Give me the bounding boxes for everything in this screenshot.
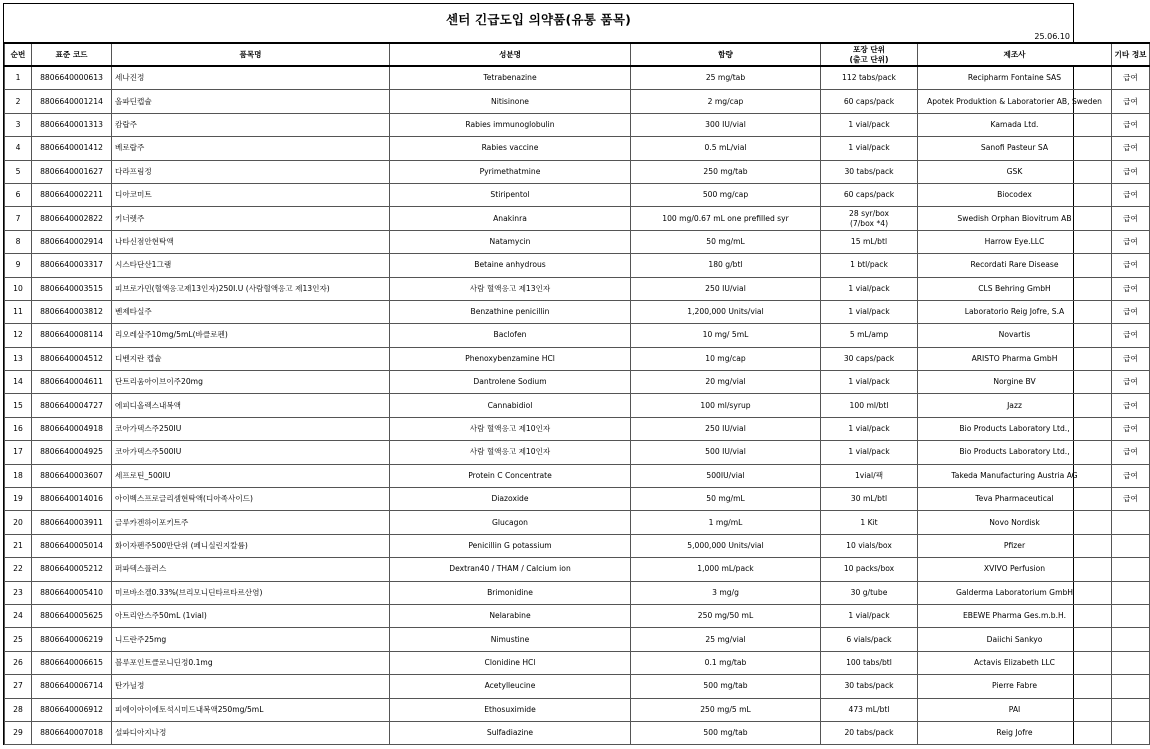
cell-pack: 100 ml/btl — [821, 394, 918, 417]
cell-code: 8806640001412 — [32, 137, 112, 160]
cell-maker: PAI — [918, 698, 1112, 721]
cell-pack: 30 caps/pack — [821, 347, 918, 370]
table-row — [5, 464, 1150, 487]
cell-maker: Kamada Ltd. — [918, 113, 1112, 136]
cell-etc — [1112, 651, 1150, 674]
cell-dose: 250 mg/tab — [631, 160, 821, 183]
cell-maker: CLS Behring GmbH — [918, 277, 1112, 300]
table-row — [5, 207, 1150, 230]
cell-ingredient: Penicillin G potassium — [390, 534, 631, 557]
spreadsheet — [3, 3, 1147, 745]
cell-ingredient: Ethosuximide — [390, 698, 631, 721]
cell-ingredient: Nimustine — [390, 628, 631, 651]
cell-pack: 1 vial/pack — [821, 137, 918, 160]
cell-name: 세프로틴_500IU — [112, 464, 390, 487]
table-row — [5, 417, 1150, 440]
cell-name: 코아가덱스주500IU — [112, 441, 390, 464]
cell-maker: ARISTO Pharma GmbH — [918, 347, 1112, 370]
cell-maker: Pierre Fabre — [918, 675, 1112, 698]
cell-pack: 1 btl/pack — [821, 254, 918, 277]
cell-pack: 30 mL/btl — [821, 488, 918, 511]
cell-name: 캄랍주 — [112, 113, 390, 136]
cell-no: 2 — [5, 90, 32, 113]
table-row — [5, 230, 1150, 253]
cell-name: 키너렛주 — [112, 207, 390, 230]
cell-name: 미르바소겔0.33%(브리모니딘타르타르산염) — [112, 581, 390, 604]
cell-pack: 30 g/tube — [821, 581, 918, 604]
table-row — [5, 347, 1150, 370]
cell-maker: Apotek Produktion & Laboratorier AB, Sweden — [918, 90, 1112, 113]
cell-maker: Harrow Eye.LLC — [918, 230, 1112, 253]
table-row — [5, 394, 1150, 417]
cell-dose: 50 mg/mL — [631, 230, 821, 253]
cell-etc — [1112, 721, 1150, 744]
cell-dose: 100 mg/0.67 mL one prefilled syr — [631, 207, 821, 230]
cell-pack: 1 vial/pack — [821, 371, 918, 394]
cell-name: 탄가닐정 — [112, 675, 390, 698]
cell-maker: Novartis — [918, 324, 1112, 347]
cell-dose: 10 mg/ 5mL — [631, 324, 821, 347]
cell-dose: 10 mg/cap — [631, 347, 821, 370]
cell-code: 8806640001313 — [32, 113, 112, 136]
cell-maker: EBEWE Pharma Ges.m.b.H. — [918, 604, 1112, 627]
cell-dose: 25 mg/vial — [631, 628, 821, 651]
table-row — [5, 675, 1150, 698]
cell-pack-line: 28 syr/box — [849, 208, 889, 218]
cell-ingredient: Dextran40 / THAM / Calcium ion — [390, 558, 631, 581]
cell-ingredient: Glucagon — [390, 511, 631, 534]
cell-etc: 급여 — [1112, 254, 1150, 277]
cell-no: 20 — [5, 511, 32, 534]
table-row — [5, 721, 1150, 744]
table-row — [5, 300, 1150, 323]
cell-no: 27 — [5, 675, 32, 698]
cell-code: 8806640003317 — [32, 254, 112, 277]
cell-ingredient: Protein C Concentrate — [390, 464, 631, 487]
cell-etc — [1112, 511, 1150, 534]
cell-etc: 급여 — [1112, 417, 1150, 440]
cell-dose: 300 IU/vial — [631, 113, 821, 136]
cell-code: 8806640006219 — [32, 628, 112, 651]
cell-no: 22 — [5, 558, 32, 581]
cell-ingredient: Diazoxide — [390, 488, 631, 511]
cell-name: 블루포인트클로니딘정0.1mg — [112, 651, 390, 674]
cell-maker: Jazz — [918, 394, 1112, 417]
cell-etc: 급여 — [1112, 464, 1150, 487]
cell-dose: 25 mg/tab — [631, 66, 821, 90]
cell-maker: Bio Products Laboratory Ltd., — [918, 417, 1112, 440]
cell-etc: 급여 — [1112, 137, 1150, 160]
cell-no: 21 — [5, 534, 32, 557]
table-row — [5, 324, 1150, 347]
cell-pack: 10 packs/box — [821, 558, 918, 581]
table-row — [5, 488, 1150, 511]
cell-etc: 급여 — [1112, 371, 1150, 394]
cell-etc: 급여 — [1112, 160, 1150, 183]
cell-no: 9 — [5, 254, 32, 277]
cell-no: 8 — [5, 230, 32, 253]
cell-no: 12 — [5, 324, 32, 347]
cell-ingredient: Anakinra — [390, 207, 631, 230]
cell-etc — [1112, 628, 1150, 651]
cell-maker: Daiichi Sankyo — [918, 628, 1112, 651]
cell-ingredient: Brimonidine — [390, 581, 631, 604]
cell-maker: Recipharm Fontaine SAS — [918, 66, 1112, 90]
table-row — [5, 558, 1150, 581]
cell-name: 설파디아지나정 — [112, 721, 390, 744]
table-row — [5, 254, 1150, 277]
cell-name: 단트리움아이브이주20mg — [112, 371, 390, 394]
table-header-row — [5, 43, 1150, 66]
header-etc: 기타 정보 — [1112, 43, 1150, 66]
table-body — [5, 66, 1150, 745]
cell-etc: 급여 — [1112, 347, 1150, 370]
header-pack-line1: 포장 단위 — [853, 44, 885, 54]
cell-pack: 60 caps/pack — [821, 90, 918, 113]
cell-no: 17 — [5, 441, 32, 464]
cell-code: 8806640001627 — [32, 160, 112, 183]
cell-maker: Novo Nordisk — [918, 511, 1112, 534]
cell-code: 8806640004918 — [32, 417, 112, 440]
cell-maker: Recordati Rare Disease — [918, 254, 1112, 277]
cell-dose: 500IU/vial — [631, 464, 821, 487]
cell-pack: 1 vial/pack — [821, 113, 918, 136]
cell-maker: Laboratorio Reig Jofre, S.A — [918, 300, 1112, 323]
cell-maker: Reig Jofre — [918, 721, 1112, 744]
cell-name: 나타신점안현탁액 — [112, 230, 390, 253]
cell-dose: 500 mg/cap — [631, 183, 821, 206]
cell-maker: Sanofi Pasteur SA — [918, 137, 1112, 160]
cell-etc: 급여 — [1112, 394, 1150, 417]
cell-code: 8806640004925 — [32, 441, 112, 464]
cell-dose: 50 mg/mL — [631, 488, 821, 511]
cell-no: 13 — [5, 347, 32, 370]
table-row — [5, 698, 1150, 721]
header-no: 순번 — [5, 43, 32, 66]
cell-name: 화이자펜주500만단위 (페니실린지칼륨) — [112, 534, 390, 557]
cell-code: 8806640005410 — [32, 581, 112, 604]
cell-no: 26 — [5, 651, 32, 674]
table-row — [5, 183, 1150, 206]
cell-pack: 1 vial/pack — [821, 417, 918, 440]
cell-ingredient: 사람 혈액응고 제10인자 — [390, 441, 631, 464]
cell-etc: 급여 — [1112, 300, 1150, 323]
cell-dose: 1,000 mL/pack — [631, 558, 821, 581]
cell-maker: Galderma Laboratorium GmbH — [918, 581, 1112, 604]
page-title: 센터 긴급도입 의약품(유통 품목) — [445, 12, 632, 27]
table-row — [5, 511, 1150, 534]
cell-pack: 1 vial/pack — [821, 604, 918, 627]
cell-pack: 112 tabs/pack — [821, 66, 918, 90]
cell-etc — [1112, 604, 1150, 627]
cell-code: 8806640003911 — [32, 511, 112, 534]
cell-etc — [1112, 581, 1150, 604]
table-row — [5, 66, 1150, 90]
cell-name: 벤제타실주 — [112, 300, 390, 323]
cell-code: 8806640008114 — [32, 324, 112, 347]
cell-pack — [821, 207, 918, 230]
cell-maker: GSK — [918, 160, 1112, 183]
cell-code: 8806640004611 — [32, 371, 112, 394]
cell-pack: 30 tabs/pack — [821, 675, 918, 698]
cell-pack: 1 Kit — [821, 511, 918, 534]
cell-no: 4 — [5, 137, 32, 160]
cell-ingredient: Baclofen — [390, 324, 631, 347]
cell-etc: 급여 — [1112, 183, 1150, 206]
cell-ingredient: Rabies vaccine — [390, 137, 631, 160]
cell-code: 8806640007018 — [32, 721, 112, 744]
cell-no: 14 — [5, 371, 32, 394]
cell-no: 6 — [5, 183, 32, 206]
cell-code: 8806640002914 — [32, 230, 112, 253]
cell-etc: 급여 — [1112, 441, 1150, 464]
cell-etc: 급여 — [1112, 277, 1150, 300]
cell-dose: 2 mg/cap — [631, 90, 821, 113]
cell-no: 23 — [5, 581, 32, 604]
cell-etc: 급여 — [1112, 113, 1150, 136]
cell-ingredient: Cannabidiol — [390, 394, 631, 417]
cell-ingredient: Nitisinone — [390, 90, 631, 113]
cell-name: 글루카겐하이포키트주 — [112, 511, 390, 534]
cell-code: 8806640002822 — [32, 207, 112, 230]
cell-name: 피브로가민(혈액응고제13인자)250I.U (사람혈액응고 제13인자) — [112, 277, 390, 300]
cell-code: 8806640004727 — [32, 394, 112, 417]
cell-ingredient: Acetylleucine — [390, 675, 631, 698]
table-row — [5, 604, 1150, 627]
date-label: 25.06.10 — [1034, 32, 1070, 41]
cell-ingredient: Betaine anhydrous — [390, 254, 631, 277]
cell-no: 11 — [5, 300, 32, 323]
cell-name: 퍼파덱스플러스 — [112, 558, 390, 581]
header-pack-line2: (출고 단위) — [849, 54, 889, 64]
cell-name: 피에이아이에토석시미드내복액250mg/5mL — [112, 698, 390, 721]
cell-name: 디아코미트 — [112, 183, 390, 206]
cell-dose: 500 mg/tab — [631, 721, 821, 744]
cell-maker: Teva Pharmaceutical — [918, 488, 1112, 511]
table-row — [5, 441, 1150, 464]
cell-code: 8806640003812 — [32, 300, 112, 323]
cell-name: 시스타단산1그램 — [112, 254, 390, 277]
cell-etc — [1112, 534, 1150, 557]
header-ingredient: 성분명 — [390, 43, 631, 66]
cell-pack: 20 tabs/pack — [821, 721, 918, 744]
cell-code: 8806640005014 — [32, 534, 112, 557]
table-row — [5, 628, 1150, 651]
cell-dose: 250 IU/vial — [631, 277, 821, 300]
cell-name: 세나진정 — [112, 66, 390, 90]
cell-code: 8806640006714 — [32, 675, 112, 698]
cell-etc — [1112, 675, 1150, 698]
cell-no: 24 — [5, 604, 32, 627]
cell-code: 8806640000613 — [32, 66, 112, 90]
cell-no: 5 — [5, 160, 32, 183]
cell-ingredient: 사람 혈액응고 제13인자 — [390, 277, 631, 300]
cell-dose: 20 mg/vial — [631, 371, 821, 394]
cell-name: 아트리안스주50mL (1vial) — [112, 604, 390, 627]
cell-dose: 0.5 mL/vial — [631, 137, 821, 160]
table-row — [5, 277, 1150, 300]
cell-maker: Norgine BV — [918, 371, 1112, 394]
cell-ingredient: Natamycin — [390, 230, 631, 253]
cell-code: 8806640001214 — [32, 90, 112, 113]
cell-dose: 500 mg/tab — [631, 675, 821, 698]
table-row — [5, 371, 1150, 394]
table-row — [5, 113, 1150, 136]
cell-no: 10 — [5, 277, 32, 300]
cell-maker: Takeda Manufacturing Austria AG — [918, 464, 1112, 487]
drug-table — [4, 42, 1150, 745]
cell-pack: 1 vial/pack — [821, 277, 918, 300]
cell-no: 7 — [5, 207, 32, 230]
cell-dose: 0.1 mg/tab — [631, 651, 821, 674]
table-row — [5, 160, 1150, 183]
cell-no: 19 — [5, 488, 32, 511]
cell-dose: 500 IU/vial — [631, 441, 821, 464]
cell-pack: 10 vials/box — [821, 534, 918, 557]
cell-pack: 6 vials/pack — [821, 628, 918, 651]
cell-pack: 1vial/팩 — [821, 464, 918, 487]
cell-pack-line: (7/box *4) — [849, 218, 889, 228]
cell-etc — [1112, 698, 1150, 721]
cell-ingredient: Benzathine penicillin — [390, 300, 631, 323]
cell-no: 3 — [5, 113, 32, 136]
cell-code: 8806640014016 — [32, 488, 112, 511]
cell-maker: Biocodex — [918, 183, 1112, 206]
cell-dose: 180 g/btl — [631, 254, 821, 277]
cell-name: 베로랍주 — [112, 137, 390, 160]
cell-ingredient: Dantrolene Sodium — [390, 371, 631, 394]
cell-dose: 1,200,000 Units/vial — [631, 300, 821, 323]
cell-etc: 급여 — [1112, 488, 1150, 511]
table-row — [5, 651, 1150, 674]
cell-ingredient: Stiripentol — [390, 183, 631, 206]
cell-maker: Actavis Elizabeth LLC — [918, 651, 1112, 674]
header-code: 표준 코드 — [32, 43, 112, 66]
cell-no: 16 — [5, 417, 32, 440]
cell-pack: 5 mL/amp — [821, 324, 918, 347]
cell-ingredient: Sulfadiazine — [390, 721, 631, 744]
cell-dose: 250 IU/vial — [631, 417, 821, 440]
cell-name: 코아가덱스주250IU — [112, 417, 390, 440]
cell-pack: 100 tabs/btl — [821, 651, 918, 674]
cell-pack: 30 tabs/pack — [821, 160, 918, 183]
cell-maker: Bio Products Laboratory Ltd., — [918, 441, 1112, 464]
table-row — [5, 90, 1150, 113]
cell-etc: 급여 — [1112, 207, 1150, 230]
cell-dose: 5,000,000 Units/vial — [631, 534, 821, 557]
table-row — [5, 137, 1150, 160]
cell-code: 8806640005212 — [32, 558, 112, 581]
cell-dose: 100 ml/syrup — [631, 394, 821, 417]
cell-code: 8806640004512 — [32, 347, 112, 370]
cell-pack: 1 vial/pack — [821, 300, 918, 323]
cell-pack: 1 vial/pack — [821, 441, 918, 464]
cell-ingredient: Tetrabenazine — [390, 66, 631, 90]
cell-no: 29 — [5, 721, 32, 744]
cell-pack: 60 caps/pack — [821, 183, 918, 206]
header-dose: 함량 — [631, 43, 821, 66]
cell-name: 다라프림정 — [112, 160, 390, 183]
cell-ingredient: Clonidine HCl — [390, 651, 631, 674]
cell-etc: 급여 — [1112, 324, 1150, 347]
cell-no: 1 — [5, 66, 32, 90]
cell-ingredient: 사람 혈액응고 제10인자 — [390, 417, 631, 440]
cell-name: 리오레살주10mg/5mL(바클로펜) — [112, 324, 390, 347]
cell-code: 8806640003515 — [32, 277, 112, 300]
cell-maker: XVIVO Perfusion — [918, 558, 1112, 581]
cell-maker: Swedish Orphan Biovitrum AB — [918, 207, 1112, 230]
cell-etc: 급여 — [1112, 66, 1150, 90]
cell-no: 28 — [5, 698, 32, 721]
cell-name: 디벤지란 캡슐 — [112, 347, 390, 370]
cell-no: 15 — [5, 394, 32, 417]
cell-ingredient: Pyrimethatmine — [390, 160, 631, 183]
table-row — [5, 581, 1150, 604]
cell-no: 18 — [5, 464, 32, 487]
cell-dose: 1 mg/mL — [631, 511, 821, 534]
cell-code: 8806640002211 — [32, 183, 112, 206]
cell-code: 8806640003607 — [32, 464, 112, 487]
cell-pack: 15 mL/btl — [821, 230, 918, 253]
cell-ingredient: Nelarabine — [390, 604, 631, 627]
cell-dose: 3 mg/g — [631, 581, 821, 604]
cell-no: 25 — [5, 628, 32, 651]
cell-name: 에피디올렉스내복액 — [112, 394, 390, 417]
cell-name: 올파딘캡슐 — [112, 90, 390, 113]
cell-etc: 급여 — [1112, 90, 1150, 113]
cell-code: 8806640006615 — [32, 651, 112, 674]
cell-code: 8806640006912 — [32, 698, 112, 721]
cell-name: 아이벡스프로글리셈현탁액(디아족사이드) — [112, 488, 390, 511]
cell-pack: 473 mL/btl — [821, 698, 918, 721]
cell-dose: 250 mg/50 mL — [631, 604, 821, 627]
cell-ingredient: Rabies immunoglobulin — [390, 113, 631, 136]
header-pack — [821, 43, 918, 66]
cell-ingredient: Phenoxybenzamine HCl — [390, 347, 631, 370]
cell-dose: 250 mg/5 mL — [631, 698, 821, 721]
cell-code: 8806640005625 — [32, 604, 112, 627]
cell-maker: Pfizer — [918, 534, 1112, 557]
header-name: 품목명 — [112, 43, 390, 66]
table-row — [5, 534, 1150, 557]
cell-name: 니드란주25mg — [112, 628, 390, 651]
cell-etc: 급여 — [1112, 230, 1150, 253]
header-maker: 제조사 — [918, 43, 1112, 66]
cell-etc — [1112, 558, 1150, 581]
